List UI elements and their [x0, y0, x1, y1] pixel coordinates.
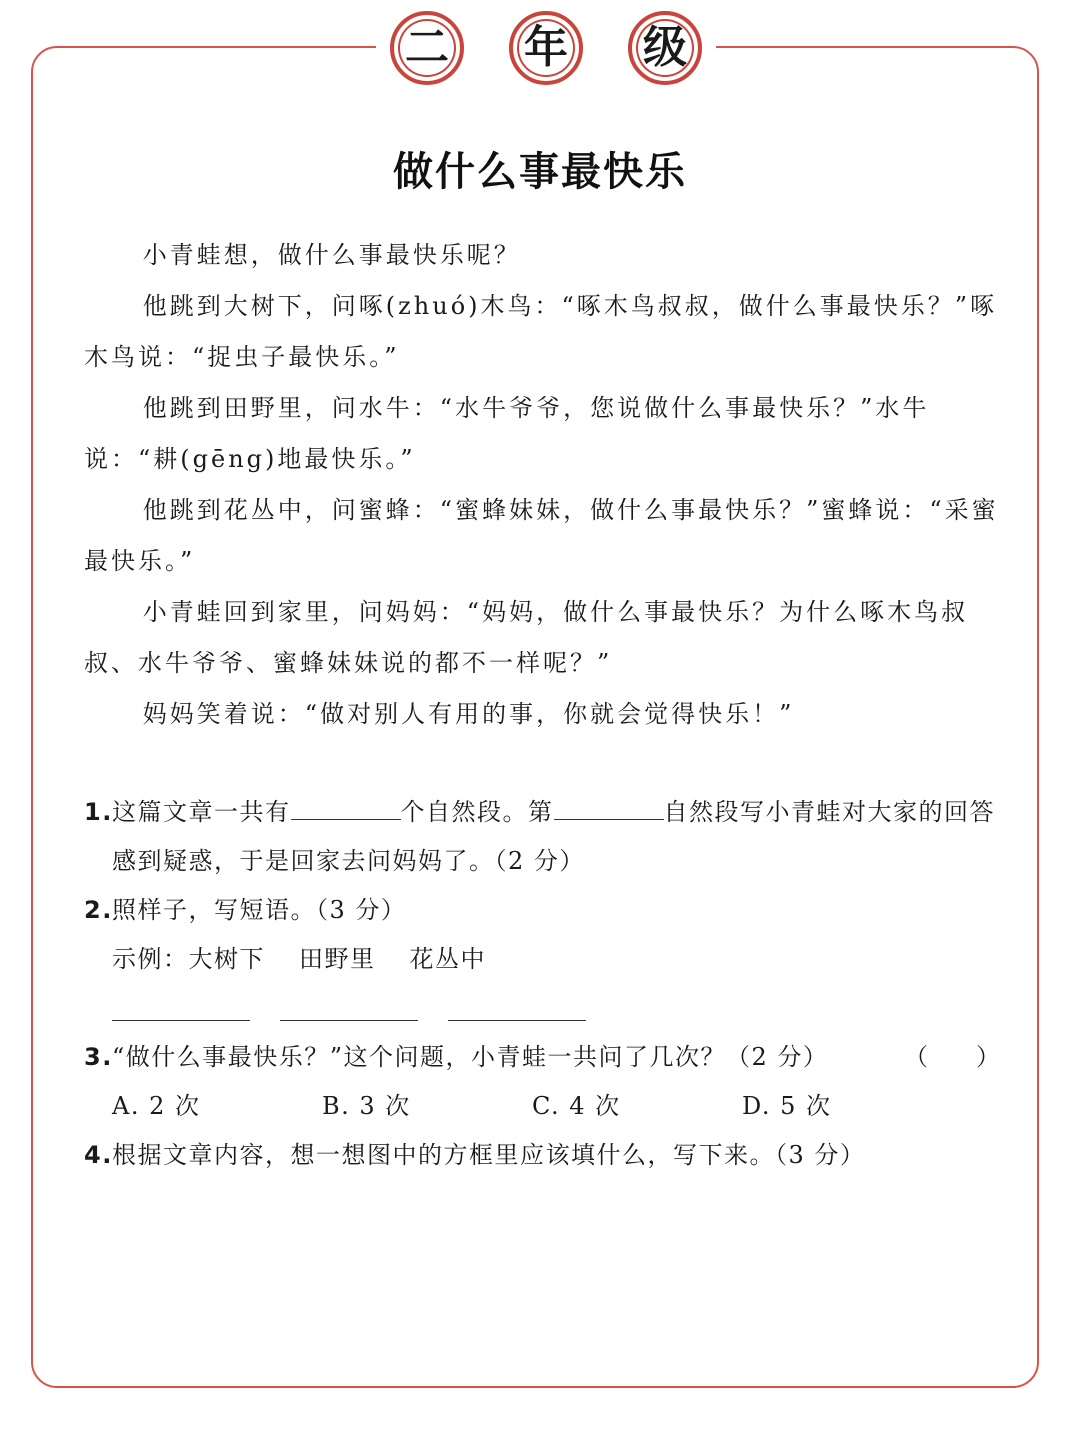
answer-line[interactable] — [448, 1020, 586, 1021]
paragraph: 妈妈笑着说：“做对别人有用的事，你就会觉得快乐！” — [142, 700, 795, 728]
answer-blank[interactable] — [291, 791, 401, 820]
choices — [84, 1082, 1000, 1131]
paragraph: 他跳到花丛中，问蜜蜂：“蜜蜂妹妹，做什么事最快乐？”蜜蜂说：“采蜜最快乐。” — [84, 496, 999, 575]
choice-a[interactable]: A. 2 次 — [112, 1092, 201, 1120]
article-title: 做什么事最快乐 — [393, 149, 687, 195]
answer-bracket[interactable]: （ ） — [904, 1043, 1000, 1071]
question-number: 2. — [84, 896, 113, 924]
question-2: 2. 照样子，写短语。（3 分） — [84, 886, 1000, 935]
choice-c[interactable]: C. 4 次 — [532, 1092, 621, 1120]
paragraph: 小青蛙想，做什么事最快乐呢？ — [142, 241, 521, 269]
question-1: 1. 这篇文章一共有 个自然段。第 自然段写小青蛙对大家的回答感到疑惑，于是回家去问妈妈了。（2 分） — [84, 788, 1000, 886]
question-number: 3. — [84, 1043, 113, 1071]
question-3: 3. “做什么事最快乐？”这个问题，小青蛙一共问了几次？（2 分） （ ） — [84, 1033, 1000, 1082]
choice-b[interactable]: B. 3 次 — [322, 1092, 411, 1120]
passage — [84, 230, 1000, 740]
choice-d[interactable]: D. 5 次 — [742, 1092, 832, 1120]
grade-badge: 二 — [390, 11, 464, 85]
answer-line[interactable] — [112, 1020, 250, 1021]
paragraph: 他跳到田野里，问水牛：“水牛爷爷，您说做什么事最快乐？”水牛说：“耕(gēng)地最快乐。” — [84, 394, 930, 473]
answer-lines — [84, 984, 1000, 1033]
answer-line[interactable] — [280, 1020, 418, 1021]
grade-header — [376, 8, 716, 88]
paragraph: 小青蛙回到家里，问妈妈：“妈妈，做什么事最快乐？为什么啄木鸟叔叔、水牛爷爷、蜜蜂妹妹说的都不一样呢？” — [84, 598, 969, 677]
question-number: 4. — [84, 1141, 113, 1169]
question-4: 4. 根据文章内容，想一想图中的方框里应该填什么，写下来。（3 分） — [84, 1131, 1000, 1180]
question-number: 1. — [84, 798, 113, 826]
example-line: 示例：大树下 田野里 花丛中 — [112, 945, 486, 973]
grade-badge: 年 — [509, 11, 583, 85]
answer-blank[interactable] — [554, 791, 664, 820]
grade-badge: 级 — [628, 11, 702, 85]
questions — [84, 788, 1000, 1180]
paragraph: 他跳到大树下，问啄(zhuó)木鸟：“啄木鸟叔叔，做什么事最快乐？”啄木鸟说：“捉虫子最快乐。” — [84, 292, 998, 371]
